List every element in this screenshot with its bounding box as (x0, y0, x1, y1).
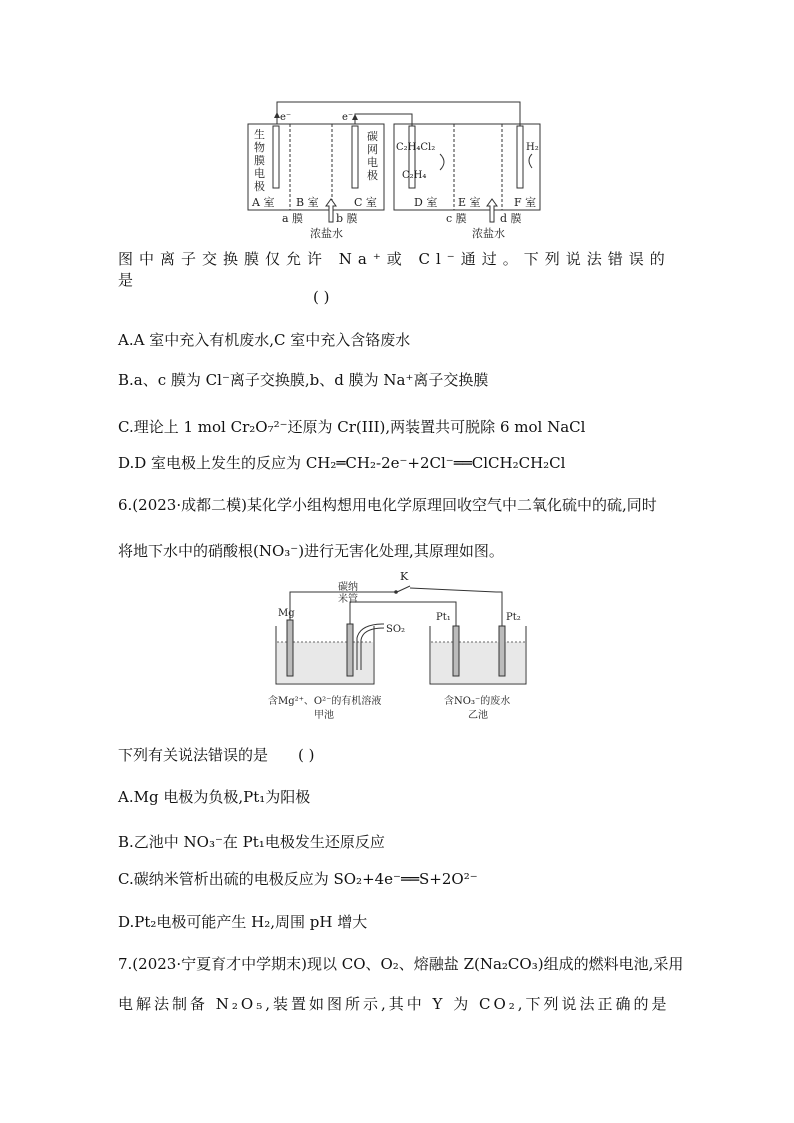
room-a: A 室 (252, 196, 275, 209)
q6-option-b: B.乙池中 NO₃⁻在 Pt₁电极发生还原反应 (118, 833, 385, 851)
room-e: E 室 (458, 196, 481, 209)
q7-stem-line2: 电解法制备 N₂O₅,装置如图所示,其中 Y 为 CO₂,下列说法正确的是 (118, 995, 670, 1013)
q5-answer-paren: ( ) (313, 288, 330, 306)
electron-label-2: e⁻ (342, 112, 354, 123)
q6-stem-line2: 将地下水中的硝酸根(NO₃⁻)进行无害化处理,其原理如图。 (118, 542, 504, 560)
q5-option-a: A.A 室中充入有机废水,C 室中充入含铬废水 (118, 331, 411, 349)
right-solution-label: 含NO₃⁻的废水 (444, 696, 511, 707)
switch-k: K (400, 570, 409, 583)
q7-stem-line1: 7.(2023·宁夏育才中学期末)现以 CO、O₂、熔融盐 Z(Na₂CO₃)组成的燃料电池,采用 (118, 955, 684, 973)
figure-electrochemical-cell-1 (240, 96, 560, 242)
room-c: C 室 (354, 196, 377, 209)
membrane-a: a 膜 (282, 212, 304, 225)
q5-stem: 图中离子交换膜仅允许 Na⁺或 Cl⁻通过。下列说法错误的是 (118, 250, 671, 289)
q5-option-c: C.理论上 1 mol Cr₂O₇²⁻还原为 Cr(III),两装置共可脱除 6 mol NaCl (118, 418, 586, 436)
q6-option-a: A.Mg 电极为负极,Pt₁为阳极 (118, 788, 311, 806)
h2-label: H₂ (526, 142, 539, 153)
mg-label: Mg (278, 608, 295, 619)
q6-question: 下列有关说法错误的是 ( ) (118, 746, 315, 764)
brine-label-1: 浓盐水 (310, 227, 343, 240)
room-f: F 室 (514, 196, 537, 209)
pt1-label: Pt₁ (436, 612, 451, 623)
membrane-c: c 膜 (446, 212, 467, 225)
so2-label: SO₂ (386, 624, 406, 635)
left-solution-label: 含Mg²⁺、O²⁻的有机溶液 (268, 696, 382, 707)
electron-label-1: e⁻ (280, 112, 292, 123)
species-c2h4cl2: C₂H₄Cl₂ (396, 142, 436, 153)
room-d: D 室 (414, 196, 438, 209)
right-cell-label: 乙池 (468, 710, 488, 721)
q5-option-d: D.D 室电极上发生的反应为 CH₂═CH₂-2e⁻+2Cl⁻══ClCH₂CH₂Cl (118, 454, 566, 472)
left-electrode-label: 生物膜电极 (254, 128, 265, 193)
membrane-d: d 膜 (500, 212, 522, 225)
q6-option-c: C.碳纳米管析出硫的电极反应为 SO₂+4e⁻══S+2O²⁻ (118, 870, 478, 888)
q5-option-b: B.a、c 膜为 Cl⁻离子交换膜,b、d 膜为 Na⁺离子交换膜 (118, 371, 489, 389)
room-b: B 室 (296, 196, 319, 209)
q6-option-d: D.Pt₂电极可能产生 H₂,周围 pH 增大 (118, 913, 368, 931)
brine-label-2: 浓盐水 (472, 227, 505, 240)
q6-stem-line1: 6.(2023·成都二模)某化学小组构想用电化学原理回收空气中二氧化硫中的硫,同时 (118, 496, 657, 514)
pt2-label: Pt₂ (506, 612, 521, 623)
cnt-label: 碳纳米管 (338, 582, 358, 605)
carbon-electrode-label: 碳网电极 (367, 130, 378, 182)
membrane-b: b 膜 (336, 212, 358, 225)
left-cell-label: 甲池 (314, 710, 334, 721)
species-c2h4: C₂H₄ (402, 170, 427, 181)
figure-electrochemical-cell-2 (250, 566, 550, 722)
